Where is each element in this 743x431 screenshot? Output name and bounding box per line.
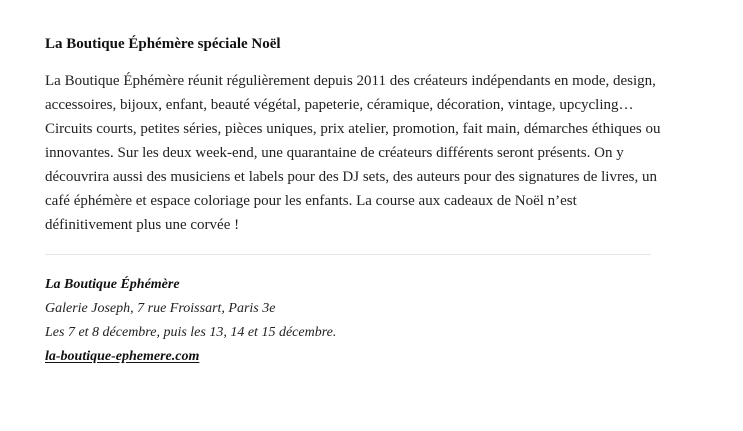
event-info	[45, 273, 665, 369]
event-address: Galerie Joseph, 7 rue Froissart, Paris 3e	[45, 301, 276, 316]
article-title: La Boutique Éphémère spéciale Noël	[45, 36, 281, 52]
article	[45, 33, 665, 369]
divider	[45, 254, 651, 255]
website-link[interactable]: la-boutique-ephemere.com	[45, 349, 200, 364]
event-name: La Boutique Éphémère	[45, 277, 180, 292]
article-paragraph: La Boutique Éphémère réunit régulièrement depuis 2011 des créateurs indépendants en mode, design, accessoires, bijoux, enfant, beauté végétal, papeterie, céramique, décoration, vintage, upcycling… Circuits courts, petites séries, pièces uniques, prix atelier, promotion, fait main, démarches éthiques ou innovantes. Sur les deux week-end, une quarantaine de créateurs différents seront présents. On y découvrira aussi des musiciens et labels pour des DJ sets, des auteurs pour des signatures de livres, un café éphémère et espace coloriage pour les enfants. La course aux cadeaux de Noël n’est définitivement plus une corvée !	[45, 73, 661, 233]
event-dates: Les 7 et 8 décembre, puis les 13, 14 et 15 décembre.	[45, 325, 337, 340]
